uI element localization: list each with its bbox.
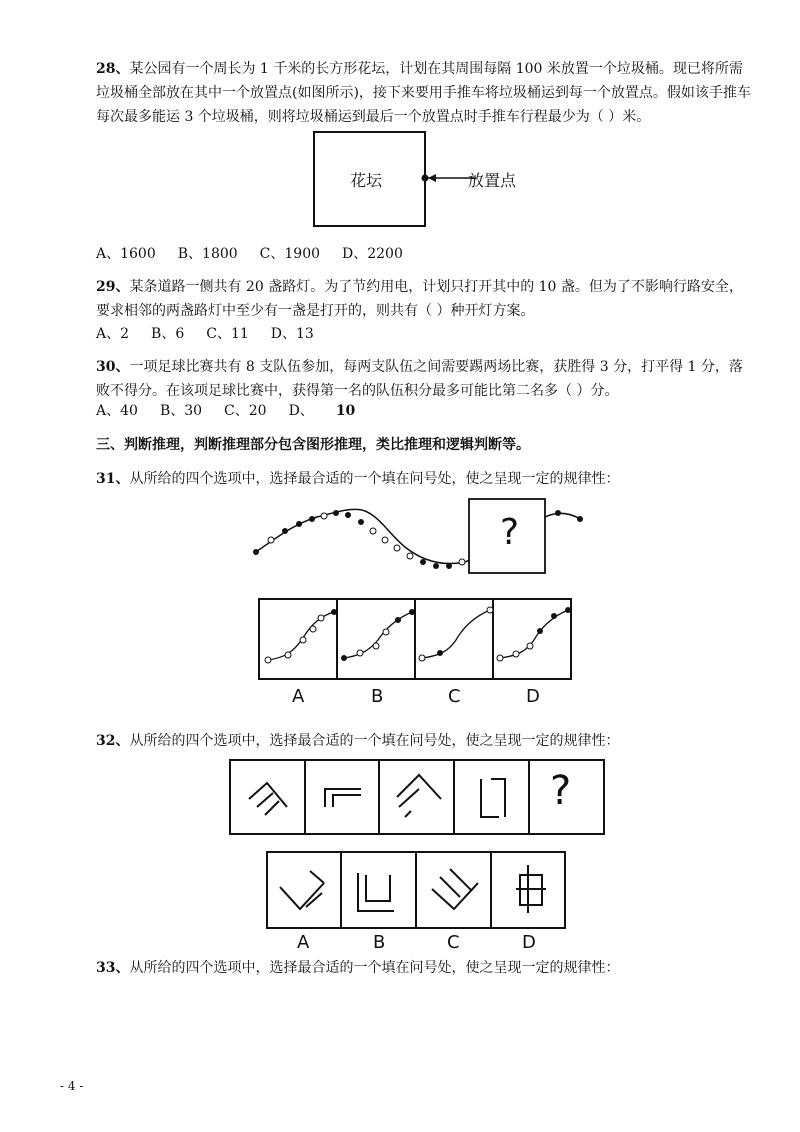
q31-label-d: D [526, 686, 540, 707]
q31-line [96, 467, 619, 491]
q31-wave-tail [545, 513, 580, 519]
q33-number: 33、 [96, 960, 130, 976]
q31-wave-figure [240, 495, 600, 585]
q29-option-d: D、13 [270, 326, 314, 342]
drop-point-label: 放置点 [468, 171, 517, 190]
q32-text: 从所给的四个选项中，选择最合适的一个填在问号处，使之呈现一定的规律性： [129, 733, 620, 749]
q30-option-a: A、40 [96, 403, 138, 419]
q29-option-c: C、11 [206, 326, 249, 342]
q28-line2: 垃圾桶全部放在其中一个放置点(如图所示)，接下来要用手推车将垃圾桶运到每一个放置点。假如该手推车 [96, 85, 751, 101]
q29-line2: 要求相邻的两盏路灯中至少有一盏是打开的，则共有（ ）种开灯方案。 [96, 303, 535, 319]
q29-option-b: B、6 [151, 326, 185, 342]
q32-label-b: B [373, 932, 386, 953]
q32-line [96, 729, 619, 753]
q28-option-b: B、1800 [177, 246, 238, 262]
q32-label-c: C [447, 932, 460, 953]
q28-text-1: 某公园有一个周长为 1 千米的长方形花坛，计划在其周围每隔 100 米放置一个垃圾桶。现已将所需 [129, 61, 743, 77]
q30-option-d [289, 399, 356, 423]
q28-line3: 每次最多能运 3 个垃圾桶，则将垃圾桶运到最后一个放置点时手推车行程最少为（ ）米。 [96, 109, 651, 125]
q28-number: 28、 [96, 61, 130, 77]
q31-text: 从所给的四个选项中，选择最合适的一个填在问号处，使之呈现一定的规律性： [129, 471, 620, 487]
q29-option-a: A、2 [96, 326, 130, 342]
q30-line1 [96, 355, 743, 379]
q29-text-1: 某条道路一侧共有 20 盏路灯。为了节约用电，计划只打开其中的 10 盏。但为了不影响行路安全， [129, 279, 743, 295]
q28-option-a: A、1600 [96, 246, 156, 262]
q29-options [96, 322, 336, 346]
q30-option-d-value: 10 [335, 403, 356, 419]
page-number: - 4 - [60, 1079, 84, 1093]
q31-label-c: C [448, 686, 461, 707]
q28-options [96, 242, 425, 266]
q32-sequence-figure [229, 759, 605, 835]
q31-options-figure[interactable] [258, 598, 572, 680]
q32-label-d: D [522, 932, 536, 953]
q30-text-1: 一项足球比赛共有 8 支队伍参加，每两支队伍之间需要踢两场比赛，获胜得 3 分，打平得 1 分，落 [129, 359, 743, 375]
q30-number: 30、 [96, 359, 130, 375]
q30-option-c: C、20 [224, 403, 267, 419]
q31-wave-curve [256, 509, 470, 563]
q30-option-b: B、30 [159, 403, 203, 419]
q31-number: 31、 [96, 471, 130, 487]
flowerbed-label: 花坛 [350, 171, 383, 190]
q30-line2: 败不得分。在该项足球比赛中，获得第一名的队伍积分最多可能比第二名多（ ）分。 [96, 383, 619, 399]
q31-wave-dots [253, 510, 465, 569]
q32-options-figure[interactable] [266, 851, 566, 929]
q31-question-mark: ? [500, 512, 520, 553]
q29-number: 29、 [96, 279, 130, 295]
q32-label-a: A [297, 932, 310, 953]
q32-number: 32、 [96, 733, 130, 749]
q30-options [96, 399, 355, 423]
q29-line1 [96, 275, 743, 299]
q30-option-d-prefix: D、 [288, 403, 314, 419]
q28-option-d: D、2200 [342, 246, 403, 262]
q31-label-b: B [371, 686, 384, 707]
q33-text: 从所给的四个选项中，选择最合适的一个填在问号处，使之呈现一定的规律性： [129, 960, 620, 976]
q33-line [96, 956, 619, 980]
section-3-title: 三、判断推理，判断推理部分包含图形推理，类比推理和逻辑判断等。 [96, 437, 530, 453]
q31-label-a: A [292, 686, 305, 707]
q28-line1 [96, 57, 743, 81]
q32-question-mark: ? [550, 768, 572, 814]
q28-option-c: C、1900 [259, 246, 321, 262]
